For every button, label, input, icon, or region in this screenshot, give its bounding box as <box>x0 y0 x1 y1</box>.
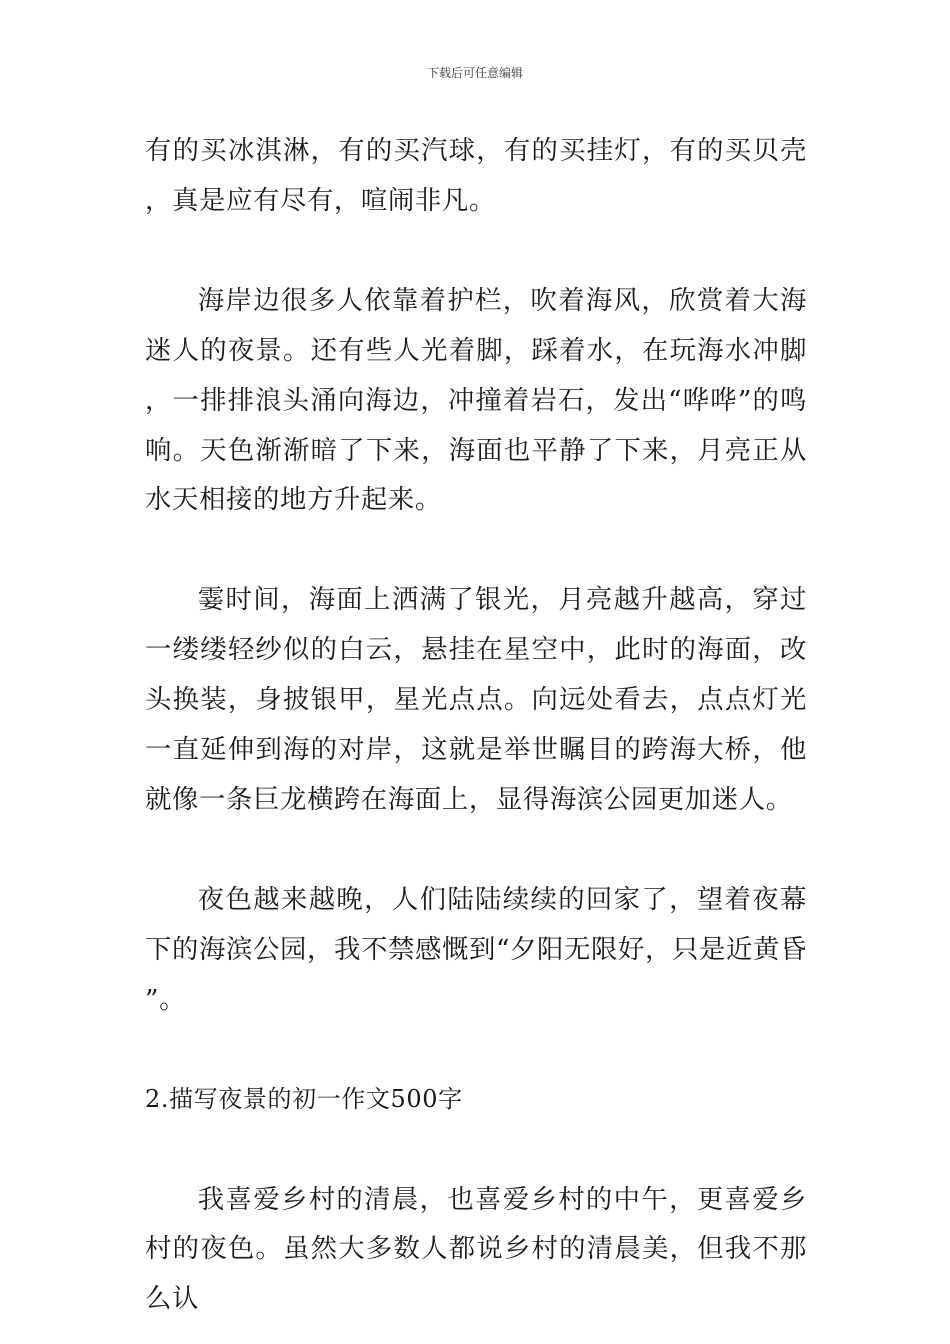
paragraph-moonlight: 霎时间，海面上洒满了银光，月亮越升越高，穿过一缕缕轻纱似的白云，悬挂在星空中，此时的海面，改头换装，身披银甲，星光点点。向远处看去，点点灯光一直延伸到海的对岸，这就是举世瞩目的跨海大桥，他就像一条巨龙横跨在海面上，显得海滨公园更加迷人。 <box>145 584 807 815</box>
paragraph-continuation: 有的买冰淇淋，有的买汽球，有的买挂灯，有的买贝壳，真是应有尽有，喧闹非凡。 <box>145 135 807 216</box>
paragraph-spacer <box>145 226 807 276</box>
paragraph-nightfall: 夜色越来越晚，人们陆陆续续的回家了，望着夜幕下的海滨公园，我不禁感慨到“夕阳无限好，只是近黄昏”。 <box>145 883 807 1015</box>
section-heading: 2.描写夜景的初一作文500字 <box>145 1084 463 1113</box>
paragraph-spacer <box>145 825 807 875</box>
paragraph-village-night: 我喜爱乡村的清晨，也喜爱乡村的中午，更喜爱乡村的夜色。虽然大多数人都说乡村的清晨美，但我不那么认 <box>145 1183 807 1315</box>
paragraph-spacer <box>145 1125 807 1175</box>
page-header-note: 下载后可任意编辑 <box>426 66 523 80</box>
paragraph-spacer <box>145 1025 807 1075</box>
paragraph-seashore: 海岸边很多人依靠着护栏，吹着海风，欣赏着大海迷人的夜景。还有些人光着脚，踩着水，在玩海水冲脚，一排排浪头涌向海边，冲撞着岩石，发出“哗哗”的鸣响。天色渐渐暗了下来，海面也平静了下来，月亮正从水天相接的地方升起来。 <box>145 284 807 516</box>
document-body <box>145 126 807 1324</box>
paragraph-spacer <box>145 525 807 575</box>
